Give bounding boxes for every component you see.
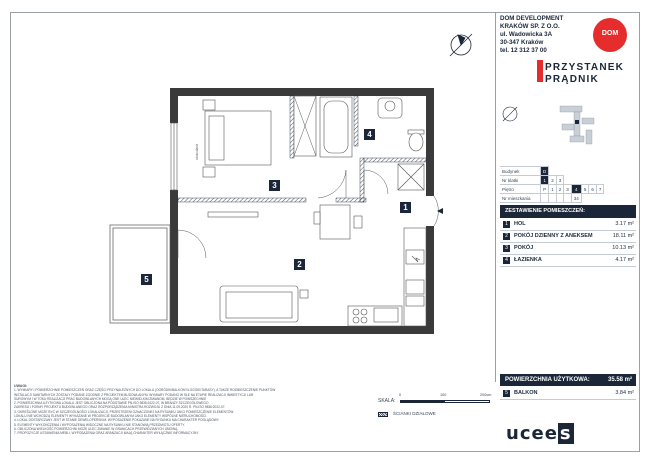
rooms-list — [500, 219, 636, 267]
location-grid-label: Budynek — [500, 167, 541, 176]
location-grid-cell: 1 — [541, 176, 549, 185]
room-area: 4.17 m² — [615, 257, 634, 263]
ucees-logo-b: e — [544, 423, 558, 444]
partition-walls-legend-swatch — [378, 412, 388, 417]
location-grid-row — [500, 176, 604, 185]
location-grid-cell: 6 — [589, 185, 597, 194]
legal-line: 7. PROPOZYCJE USTAWIENIA MEBLI, WYPOSAŻENIA ORAZ ARANŻACJI MAJĄ CHARAKTER WYŁĄCZNIE INFORMACYJNY. — [14, 431, 199, 436]
location-grid-cell — [564, 194, 572, 203]
room-row — [500, 219, 636, 231]
room-label-4: 4 — [367, 130, 372, 139]
room-number: 4 — [503, 257, 510, 264]
room2-door — [178, 230, 206, 258]
usable-area-value: 35.58 m² — [607, 377, 632, 383]
location-grid-cell: 1 — [549, 185, 557, 194]
partition-walls-legend-label: ŚCIANKI DZIAŁOWE — [393, 411, 436, 416]
side-divider — [495, 12, 496, 382]
room-area: 3.17 m² — [615, 221, 634, 227]
room-name: POKÓJ DZIENNY Z ANEKSEM — [514, 233, 593, 239]
usable-area-label: POWIERZCHNIA UŻYTKOWA: — [505, 377, 590, 383]
location-grid-cell — [541, 194, 549, 203]
dom-logo — [593, 18, 627, 52]
developer-company: KRAKÓW SP. Z O.O. — [500, 23, 560, 30]
room-label-5: 5 — [144, 275, 149, 284]
location-grid-row — [500, 185, 604, 194]
legal-line: 3. OKREŚLONE MOŻE BYĆ W SZCZEGÓLNOŚCI LOKALIZACJI, PRZESTRZENI OZNACZONEJ NA RYSUNKU JAKO POMIESZCZENIE ELEMENTÓW — [14, 409, 234, 414]
legal-line: 4. LOKAL DOSTARCZANY JEST W STANIE DEWELOPERSKIM. WYPOSAŻENIE POKAZANE NA RYSUNKU MA CHARAKTER POGLĄDOWY. — [14, 418, 220, 423]
legal-line: 6. OBLICZONA WIELKOŚĆ POWIERZCHNI MOŻE ULEC ZMIANIE W GRANICACH PRZEWIDZIANYCH UMOWĄ. — [14, 426, 179, 431]
developer-name: DOM DEVELOPMENT — [500, 15, 564, 22]
location-grid-cell — [556, 194, 564, 203]
location-grid-cell: 4 — [571, 185, 581, 194]
room-area: 10.13 m² — [612, 245, 634, 251]
legal-line: LOKALU NIE WCHODZĄ ELEMENTY WYKAZANE W PROJEKCIE BUDOWLANYM JAKO ELEMENTY WSPÓLNE NIERUCHOMOŚCI. — [14, 414, 208, 419]
room-label-2: 2 — [297, 260, 302, 269]
room-label-1: 1 — [403, 203, 408, 212]
balcony-name: BALKON — [514, 390, 538, 396]
location-grid-cell: 3 — [564, 185, 572, 194]
room-row — [500, 231, 636, 243]
scale-bar — [400, 400, 490, 403]
developer-info — [500, 15, 563, 55]
project-name-line1: PRZYSTANEK — [545, 62, 625, 73]
balcony-area: 3.84 m² — [615, 390, 634, 396]
bed — [203, 100, 271, 177]
legal-notes — [14, 384, 334, 436]
room-row — [500, 255, 636, 267]
legal-line: 2. POWIERZCHNIA UŻYTKOWA LOKALU JEST OBLICZONA NA PODSTAWIE PN-ISO 9836:2022-07, W BRANŻY SZCZEGÓŁOWEGO — [14, 401, 209, 406]
sofa — [220, 286, 308, 322]
location-grid-label: Nr klatki — [500, 176, 541, 185]
kitchen — [348, 228, 426, 326]
legal-line: 1. WYMIARY I POWIERZCHNIE POMIESZCZEŃ ORAZ CZĘŚCI PRZYNALEŻNYCH DO LOKALU (OGRÓDKI/BALKONY/LOGGIE/TARASY), A TAKŻE ROZMIESZCZENIE PUNKTÓW — [14, 388, 276, 393]
project-name-line2: PRĄDNIK — [545, 74, 599, 85]
location-grid-cell — [549, 194, 557, 203]
developer-city: 30-347 Kraków — [500, 39, 544, 46]
entrance-marker — [437, 208, 443, 214]
svg-text:okno dach: okno dach — [195, 143, 199, 160]
ucees-logo-c: s — [559, 423, 572, 444]
room-number: 3 — [503, 245, 510, 252]
location-grid-cell: P — [541, 185, 549, 194]
room-name: ŁAZIENKA — [514, 257, 542, 263]
location-grid-label: Piętro — [500, 185, 541, 194]
rooms-title: ZESTAWIENIE POMIESZCZEŃ: — [500, 205, 636, 218]
developer-phone: tel. 12 312 37 00 — [500, 47, 547, 54]
balcony — [110, 225, 170, 323]
room-badges — [141, 129, 411, 285]
location-grid-cell: 2 — [556, 185, 564, 194]
project-logo — [535, 62, 635, 85]
room-name: POKÓJ — [514, 245, 534, 251]
balcony-row — [500, 388, 636, 400]
room-number: 1 — [503, 221, 510, 228]
location-grid-cell: 3 — [556, 176, 564, 185]
room-label-3: 3 — [272, 181, 277, 190]
room-name: HOL — [514, 221, 526, 227]
location-grid-cell: 34 — [571, 194, 581, 203]
room-area: 18.11 m² — [612, 233, 634, 239]
bathroom-fixtures — [320, 97, 424, 190]
room-row — [500, 243, 636, 255]
scale-tick-0: 0 — [399, 393, 402, 397]
location-grid-cell: 5 — [581, 185, 589, 194]
legal-line: INSTALACJI SANITARNYCH ZOSTAŁY PODANE ZGODNIE Z PROJEKTEM BUDOWLANYM. WYMIARY PODANO W SŁE NA ETAPIE REALIZACJI INWESTYCJI LUB — [14, 392, 254, 397]
usable-area-bar — [500, 374, 636, 386]
window-left — [171, 123, 177, 190]
ucees-logo — [506, 423, 574, 444]
location-grid-cell: 2 — [549, 176, 557, 185]
balcony-number: 5 — [503, 390, 510, 397]
legal-line: 5. ELEMENTY WYKOŃCZENIA I WYPOSAŻENIA WIDOCZNE NA RYSUNKU NIE STANOWIĄ PRZEDMIOTU OFERTY. — [14, 422, 185, 427]
scale-label: SKALA: — [378, 398, 396, 404]
legal-line: SUROWYM I W TOKU REALIZACJI PRAC BUDOWLANYCH MOGĄ ONE ULEC NIEWIELKIM ZMIANOM, BĘDZIE W POWSZECHNIE — [14, 396, 207, 401]
legal-header: UWAGI: — [14, 384, 28, 388]
scale-tick-100: 100 — [440, 393, 447, 397]
ucees-logo-a: uce — [506, 423, 545, 444]
legal-line: ZAKRESU I FORMY PROJEKTU BUDOWLANEGO ORAZ ROZPORZĄDZENIA MINISTRA ROZWOJU Z DNIA 11.09.2020 R. PN-ISO 9836:2022-07. — [14, 405, 226, 410]
location-grid-row — [500, 167, 604, 176]
location-grid-row — [500, 194, 604, 203]
dining-table — [208, 205, 362, 239]
north-arrow-icon — [450, 34, 472, 56]
dom-logo-text: DOM — [601, 30, 619, 37]
developer-street: ul. Wadowicka 3A — [500, 31, 553, 38]
location-grid-label: Nr mieszkania — [500, 194, 541, 203]
location-grid-cell: 7 — [596, 185, 604, 194]
room-number: 2 — [503, 233, 510, 240]
scale-tick-200: 200cm — [480, 393, 492, 397]
location-grid-cell: D — [541, 167, 549, 176]
site-key-plan — [500, 100, 636, 160]
location-grid — [500, 166, 604, 203]
